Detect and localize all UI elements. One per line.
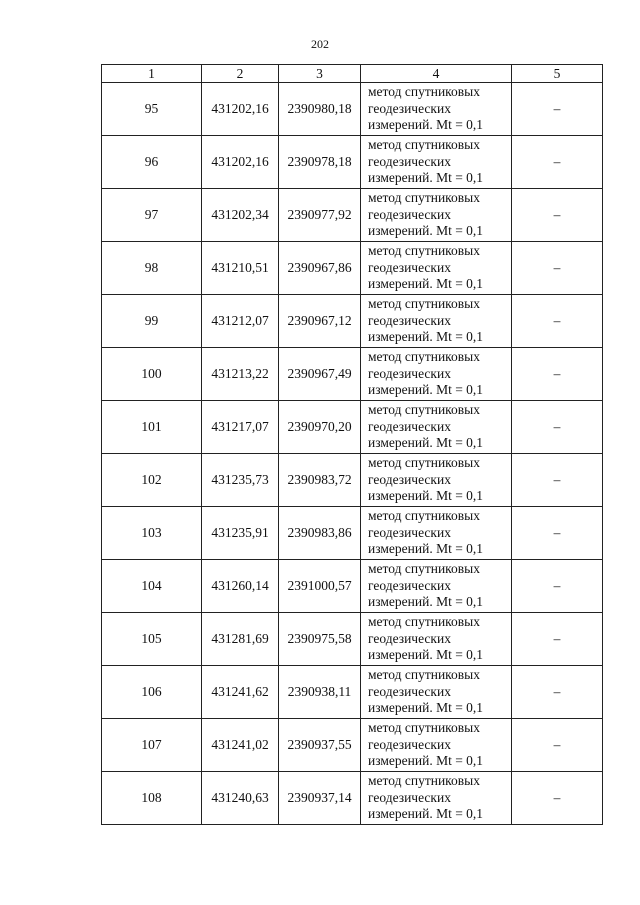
method-line: измерений. Mt = 0,1 — [368, 329, 484, 345]
coordinate-y-cell: 2390938,11 — [279, 666, 361, 719]
method-cell — [361, 772, 512, 825]
point-number-cell: 106 — [102, 666, 202, 719]
note-cell: – — [512, 719, 603, 772]
table-row — [102, 83, 603, 136]
method-cell — [361, 560, 512, 613]
method-line: метод спутниковых — [368, 773, 480, 789]
method-line: метод спутниковых — [368, 561, 480, 577]
method-line: метод спутниковых — [368, 720, 480, 736]
table-row — [102, 136, 603, 189]
header-cell-5: 5 — [512, 65, 603, 83]
coordinate-x-cell: 431217,07 — [202, 401, 279, 454]
header-cell-4: 4 — [361, 65, 512, 83]
point-number-cell: 102 — [102, 454, 202, 507]
method-line: метод спутниковых — [368, 190, 480, 206]
coordinate-x-cell: 431202,16 — [202, 83, 279, 136]
method-cell — [361, 295, 512, 348]
note-cell: – — [512, 189, 603, 242]
header-cell-3: 3 — [279, 65, 361, 83]
table-row — [102, 507, 603, 560]
method-cell — [361, 348, 512, 401]
coordinate-x-cell: 431202,16 — [202, 136, 279, 189]
method-line: измерений. Mt = 0,1 — [368, 541, 484, 557]
method-line: геодезических — [368, 736, 451, 752]
method-line: метод спутниковых — [368, 667, 480, 683]
coordinate-x-cell: 431210,51 — [202, 242, 279, 295]
method-line: измерений. Mt = 0,1 — [368, 117, 484, 133]
coordinate-y-cell: 2390977,92 — [279, 189, 361, 242]
table-row — [102, 666, 603, 719]
table-row — [102, 295, 603, 348]
note-cell: – — [512, 560, 603, 613]
method-line: геодезических — [368, 471, 451, 487]
table-row — [102, 719, 603, 772]
method-line: измерений. Mt = 0,1 — [368, 223, 484, 239]
method-line: геодезических — [368, 206, 451, 222]
method-line: метод спутниковых — [368, 455, 480, 471]
point-number-cell: 108 — [102, 772, 202, 825]
method-cell — [361, 189, 512, 242]
table-row — [102, 348, 603, 401]
method-line: метод спутниковых — [368, 137, 480, 153]
point-number-cell: 103 — [102, 507, 202, 560]
method-line: измерений. Mt = 0,1 — [368, 806, 484, 822]
note-cell: – — [512, 401, 603, 454]
point-number-cell: 107 — [102, 719, 202, 772]
method-line: метод спутниковых — [368, 296, 480, 312]
note-cell: – — [512, 454, 603, 507]
note-cell: – — [512, 507, 603, 560]
coordinate-x-cell: 431260,14 — [202, 560, 279, 613]
point-number-cell: 100 — [102, 348, 202, 401]
method-line: измерений. Mt = 0,1 — [368, 594, 484, 610]
method-line: метод спутниковых — [368, 243, 480, 259]
method-line: геодезических — [368, 524, 451, 540]
coordinate-x-cell: 431213,22 — [202, 348, 279, 401]
note-cell: – — [512, 613, 603, 666]
note-cell: – — [512, 772, 603, 825]
coordinate-y-cell: 2390967,49 — [279, 348, 361, 401]
method-line: измерений. Mt = 0,1 — [368, 276, 484, 292]
method-cell — [361, 613, 512, 666]
method-cell — [361, 666, 512, 719]
coordinate-y-cell: 2390937,14 — [279, 772, 361, 825]
method-cell — [361, 401, 512, 454]
note-cell: – — [512, 83, 603, 136]
method-cell — [361, 83, 512, 136]
point-number-cell: 104 — [102, 560, 202, 613]
table-body — [102, 83, 603, 825]
coordinate-y-cell: 2390937,55 — [279, 719, 361, 772]
method-line: метод спутниковых — [368, 508, 480, 524]
method-cell — [361, 136, 512, 189]
method-line: измерений. Mt = 0,1 — [368, 170, 484, 186]
header-cell-2: 2 — [202, 65, 279, 83]
table-row — [102, 613, 603, 666]
method-line: измерений. Mt = 0,1 — [368, 700, 484, 716]
point-number-cell: 98 — [102, 242, 202, 295]
header-row — [102, 65, 603, 83]
method-cell — [361, 719, 512, 772]
method-line: геодезических — [368, 365, 451, 381]
coordinate-y-cell: 2390980,18 — [279, 83, 361, 136]
note-cell: – — [512, 295, 603, 348]
coordinate-y-cell: 2390970,20 — [279, 401, 361, 454]
table-row — [102, 560, 603, 613]
method-line: метод спутниковых — [368, 402, 480, 418]
table-row — [102, 772, 603, 825]
point-number-cell: 97 — [102, 189, 202, 242]
header-cell-1: 1 — [102, 65, 202, 83]
method-line: геодезических — [368, 153, 451, 169]
coordinate-y-cell: 2390983,72 — [279, 454, 361, 507]
coordinate-y-cell: 2391000,57 — [279, 560, 361, 613]
coordinate-y-cell: 2390967,12 — [279, 295, 361, 348]
note-cell: – — [512, 242, 603, 295]
method-line: метод спутниковых — [368, 614, 480, 630]
method-line: геодезических — [368, 312, 451, 328]
method-line: измерений. Mt = 0,1 — [368, 435, 484, 451]
coordinate-y-cell: 2390983,86 — [279, 507, 361, 560]
method-line: геодезических — [368, 789, 451, 805]
method-line: геодезических — [368, 418, 451, 434]
method-line: метод спутниковых — [368, 349, 480, 365]
point-number-cell: 101 — [102, 401, 202, 454]
point-number-cell: 99 — [102, 295, 202, 348]
coordinate-y-cell: 2390978,18 — [279, 136, 361, 189]
method-cell — [361, 507, 512, 560]
method-line: геодезических — [368, 683, 451, 699]
method-line: геодезических — [368, 630, 451, 646]
coordinate-x-cell: 431235,91 — [202, 507, 279, 560]
method-line: измерений. Mt = 0,1 — [368, 488, 484, 504]
coordinate-x-cell: 431281,69 — [202, 613, 279, 666]
table-row — [102, 189, 603, 242]
coordinate-y-cell: 2390975,58 — [279, 613, 361, 666]
method-line: измерений. Mt = 0,1 — [368, 647, 484, 663]
note-cell: – — [512, 666, 603, 719]
method-cell — [361, 454, 512, 507]
coordinates-table — [101, 64, 603, 825]
point-number-cell: 95 — [102, 83, 202, 136]
coordinate-x-cell: 431241,02 — [202, 719, 279, 772]
method-line: измерений. Mt = 0,1 — [368, 382, 484, 398]
coordinate-x-cell: 431202,34 — [202, 189, 279, 242]
coordinate-x-cell: 431240,63 — [202, 772, 279, 825]
method-line: метод спутниковых — [368, 84, 480, 100]
note-cell: – — [512, 136, 603, 189]
page-number: 202 — [311, 37, 329, 51]
coordinate-x-cell: 431212,07 — [202, 295, 279, 348]
table-row — [102, 242, 603, 295]
table-row — [102, 401, 603, 454]
method-line: измерений. Mt = 0,1 — [368, 753, 484, 769]
method-line: геодезических — [368, 577, 451, 593]
coordinate-y-cell: 2390967,86 — [279, 242, 361, 295]
point-number-cell: 96 — [102, 136, 202, 189]
coordinate-x-cell: 431241,62 — [202, 666, 279, 719]
note-cell: – — [512, 348, 603, 401]
method-line: геодезических — [368, 100, 451, 116]
coordinate-x-cell: 431235,73 — [202, 454, 279, 507]
method-cell — [361, 242, 512, 295]
table-row — [102, 454, 603, 507]
point-number-cell: 105 — [102, 613, 202, 666]
method-line: геодезических — [368, 259, 451, 275]
